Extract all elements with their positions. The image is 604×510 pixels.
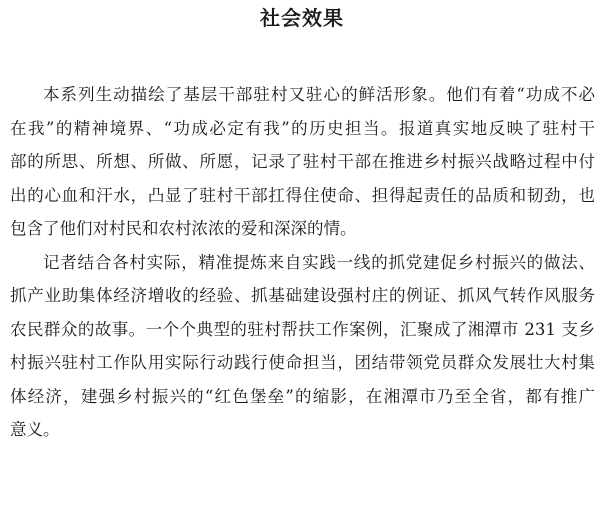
page-title: 社会效果 bbox=[260, 6, 344, 30]
text-line: 农民群众的故事。一个个典型的驻村帮扶工作案例，汇聚成了湘潭市 231 支乡 bbox=[10, 319, 595, 339]
text-line: 体经济，建强乡村振兴的“红色堡垒”的缩影，在湘潭市乃至全省，都有推广 bbox=[10, 386, 595, 406]
text-line: 在我”的精神境界、“功成必定有我”的历史担当。报道真实地反映了驻村干 bbox=[10, 118, 595, 138]
paragraph-2 bbox=[10, 246, 595, 447]
text-line: 村振兴驻村工作队用实际行动践行使命担当，团结带领党员群众发展壮大村集 bbox=[10, 353, 595, 372]
text-line: 本系列生动描绘了基层干部驻村又驻心的鲜活形象。他们有着“功成不必 bbox=[43, 85, 595, 104]
text-line: 记者结合各村实际，精准提炼来自实践一线的抓党建促乡村振兴的做法、 bbox=[43, 252, 595, 272]
paragraph-1 bbox=[10, 78, 595, 246]
text-line: 部的所思、所想、所做、所愿，记录了驻村干部在推进乡村振兴战略过程中付 bbox=[10, 152, 595, 171]
article-body bbox=[10, 78, 595, 447]
text-line: 意义。 bbox=[10, 420, 60, 439]
text-line: 抓产业助集体经济增收的经验、抓基础建设强村庄的例证、抓风气转作风服务 bbox=[10, 286, 595, 305]
text-line: 出的心血和汗水，凸显了驻村干部扛得住使命、担得起责任的品质和韧劲，也 bbox=[10, 185, 595, 205]
text-line: 包含了他们对村民和农村浓浓的爱和深深的情。 bbox=[10, 219, 357, 238]
